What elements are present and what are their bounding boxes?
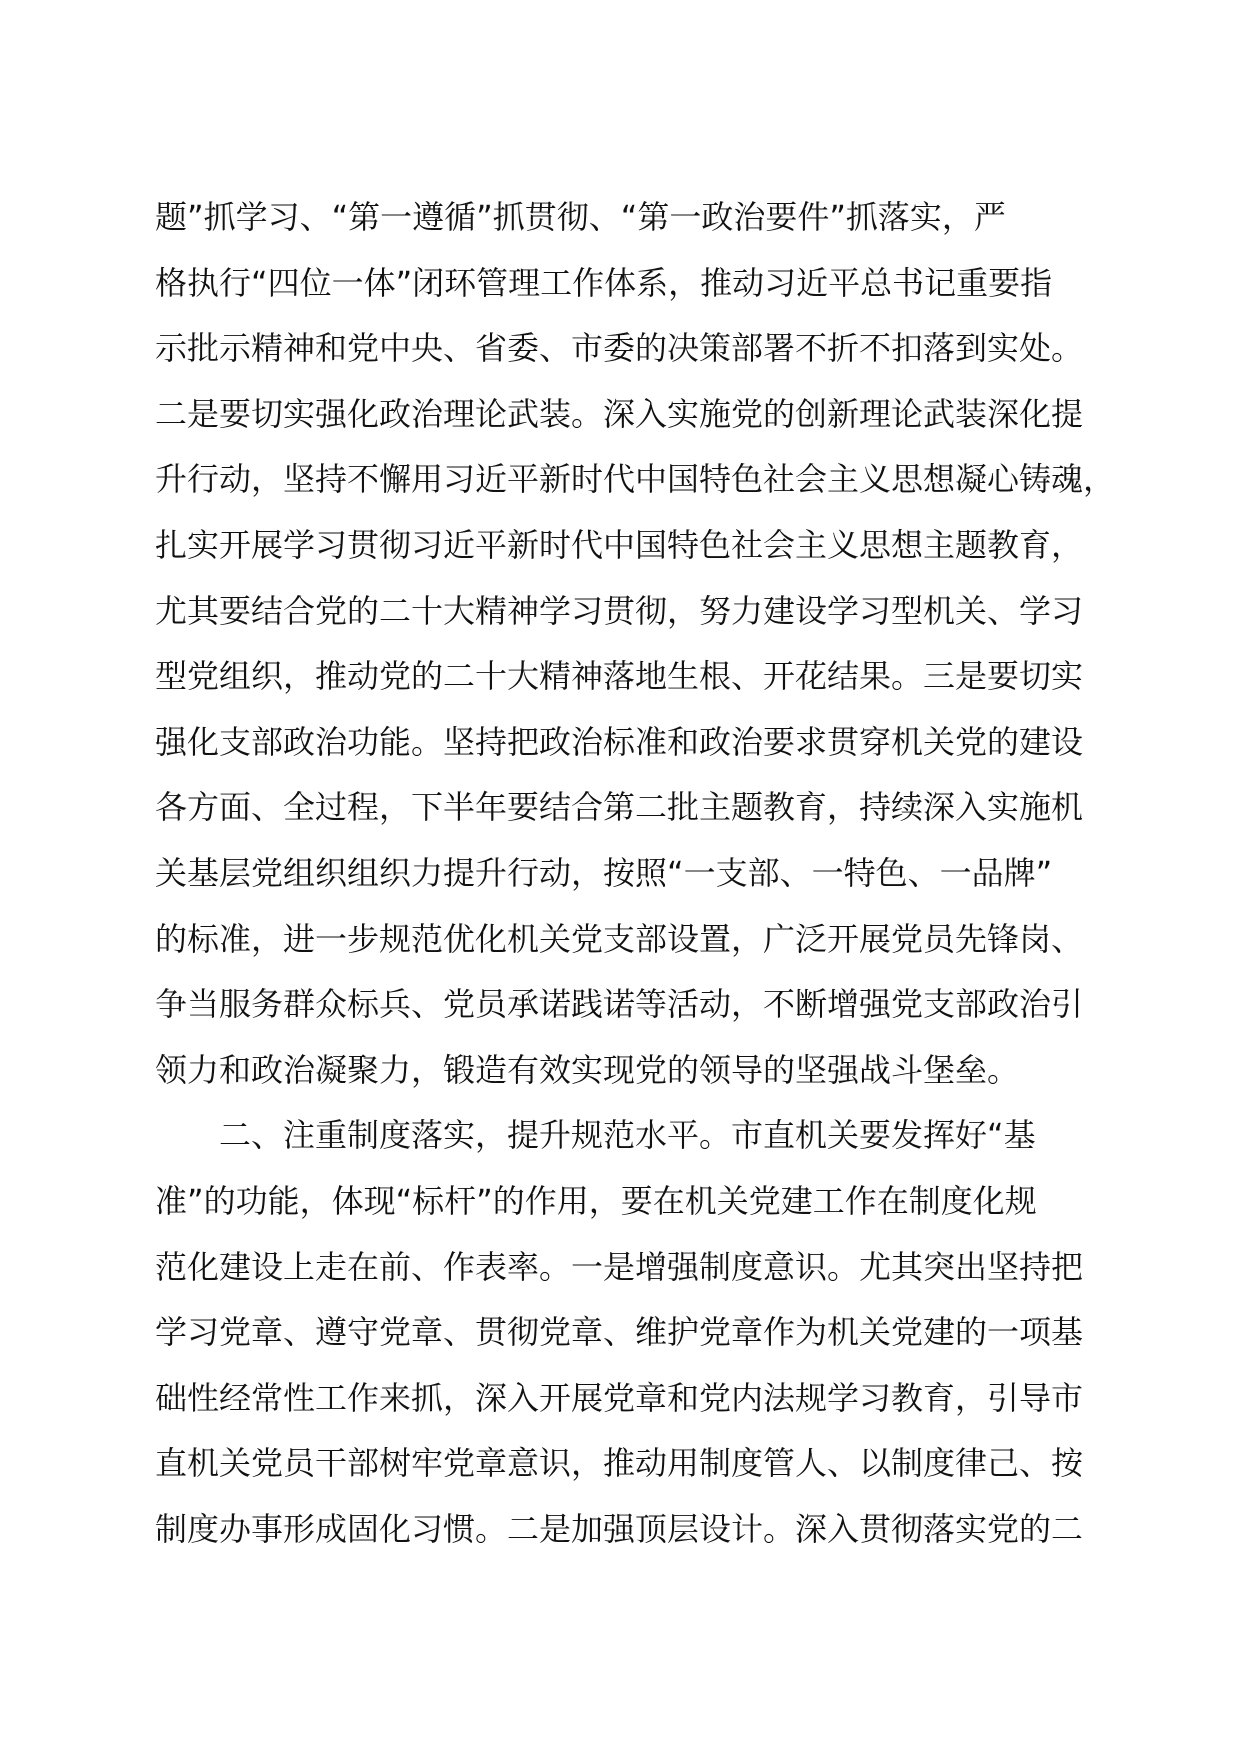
text-line: 扎实开展学习贯彻习近平新时代中国特色社会主义思想主题教育，	[155, 525, 1084, 564]
text-line: 关基层党组织组织力提升行动，按照“一支部、一特色、一品牌”	[155, 853, 1053, 892]
text-line: 各方面、全过程，下半年要结合第二批主题教育，持续深入实施机	[155, 788, 1084, 827]
text-line: 二是要切实强化政治理论武装。深入实施党的创新理论武装深化提	[155, 394, 1084, 433]
text-line: 强化支部政治功能。坚持把政治标准和政治要求贯穿机关党的建设	[155, 722, 1084, 761]
text-line: 尤其要结合党的二十大精神学习贯彻，努力建设学习型机关、学习	[155, 591, 1084, 630]
text-line: 学习党章、遵守党章、贯彻党章、维护党章作为机关党建的一项基	[155, 1313, 1084, 1352]
text-line: 领力和政治凝聚力，锻造有效实现党的领导的坚强战斗堡垒。	[155, 1050, 1020, 1089]
text-line: 的标准，进一步规范优化机关党支部设置，广泛开展党员先锋岗、	[155, 919, 1084, 958]
text-line: 型党组织，推动党的二十大精神落地生根、开花结果。三是要切实	[155, 657, 1084, 696]
text-line: 题”抓学习、“第一遵循”抓贯彻、“第一政治要件”抓落实，严	[155, 198, 1006, 236]
text-line: 直机关党员干部树牢党章意识，推动用制度管人、以制度律己、按	[155, 1444, 1084, 1483]
text-line: 升行动，坚持不懈用习近平新时代中国特色社会主义思想凝心铸魂，	[155, 460, 1116, 499]
body-text	[155, 185, 1116, 1562]
text-line: 准”的功能，体现“标杆”的作用，要在机关党建工作在制度化规	[155, 1181, 1037, 1220]
text-line: 础性经常性工作来抓，深入开展党章和党内法规学习教育，引导市	[155, 1378, 1084, 1417]
text-line: 格执行“四位一体”闭环管理工作体系，推动习近平总书记重要指	[155, 263, 1053, 302]
text-line: 示批示精神和党中央、省委、市委的决策部署不折不扣落到实处。	[155, 329, 1084, 368]
text-line: 范化建设上走在前、作表率。一是增强制度意识。尤其突出坚持把	[155, 1247, 1084, 1286]
text-line: 争当服务群众标兵、党员承诺践诺等活动，不断增强党支部政治引	[155, 985, 1084, 1024]
section-heading-line: 二、注重制度落实，提升规范水平。市直机关要发挥好“基	[219, 1116, 1036, 1155]
text-line: 制度办事形成固化习惯。二是加强顶层设计。深入贯彻落实党的二	[155, 1509, 1084, 1548]
